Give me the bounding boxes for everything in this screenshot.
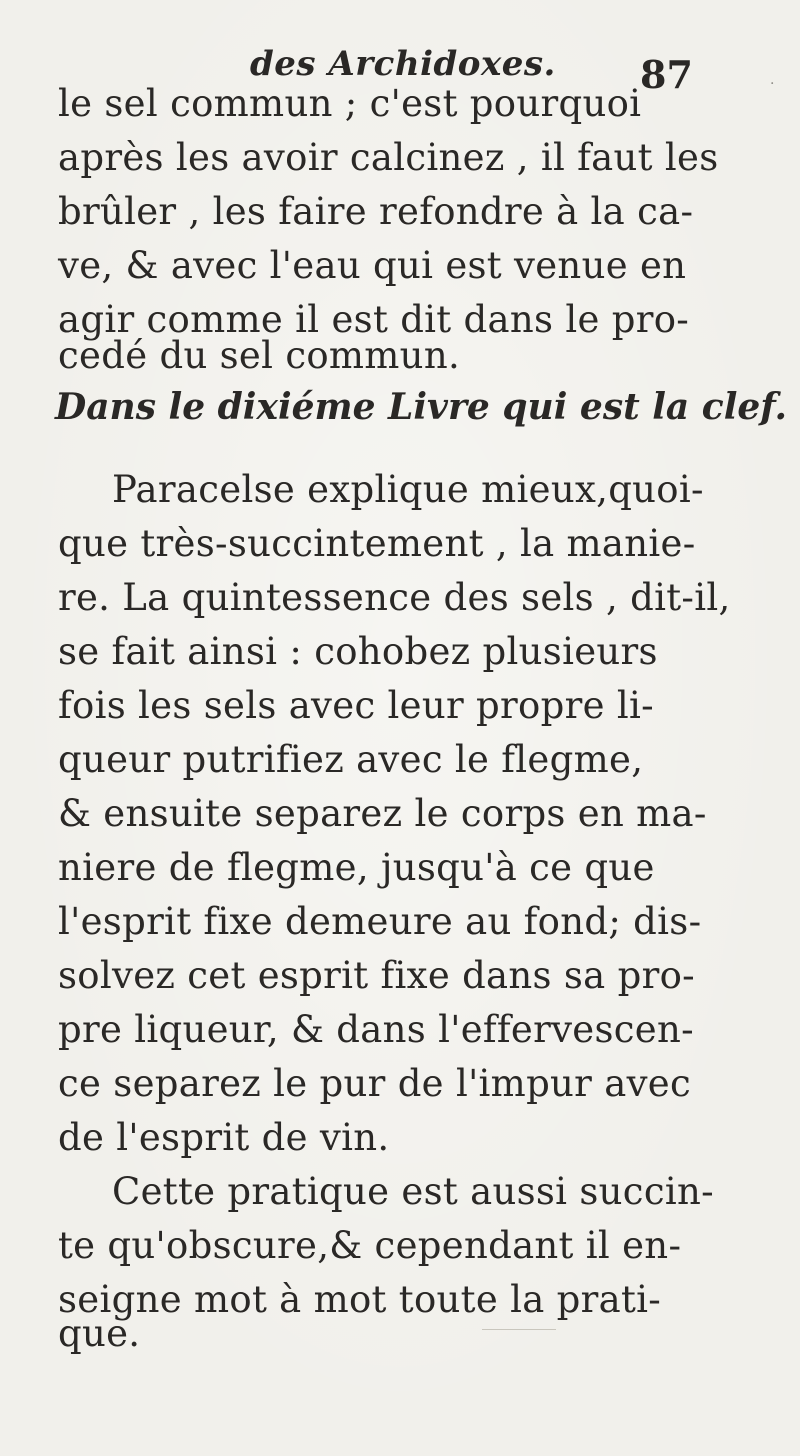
text-line: après les avoir calcinez , il faut les: [58, 136, 719, 179]
section-heading: Dans le dixiéme Livre qui est la clef.: [55, 386, 788, 428]
text-line: pre liqueur, & dans l'effervescen-: [58, 1008, 694, 1051]
text-line: Cette pratique est aussi succin-: [112, 1170, 714, 1213]
text-line: se fait ainsi : cohobez plusieurs: [58, 630, 658, 673]
text-line: l'esprit fixe demeure au fond; dis-: [58, 900, 702, 943]
text-line: que très-succintement , la manie-: [58, 522, 696, 565]
faint-rule: [482, 1329, 556, 1330]
stray-mark: ·: [770, 76, 775, 92]
text-line: brûler , les faire refondre à la ca-: [58, 190, 694, 233]
text-line: fois les sels avec leur propre li-: [58, 684, 654, 727]
text-line: ce separez le pur de l'impur avec: [58, 1062, 692, 1105]
running-title: des Archidoxes.: [250, 44, 556, 84]
text-line: ve, & avec l'eau qui est venue en: [58, 244, 687, 287]
text-line: queur putrifiez avec le flegme,: [58, 738, 644, 781]
text-line: niere de flegme, jusqu'à ce que: [58, 846, 655, 889]
text-line: Paracelse explique mieux,quoi-: [112, 468, 704, 511]
text-line: solvez cet esprit fixe dans sa pro-: [58, 954, 695, 997]
text-line: agir comme il est dit dans le pro-: [58, 298, 690, 341]
text-line: re. La quintessence des sels , dit-il,: [58, 576, 731, 619]
text-line: cedé du sel commun.: [58, 334, 461, 377]
text-line: te qu'obscure,& cependant il en-: [58, 1224, 682, 1267]
text-line: seigne mot à mot toute la prati-: [58, 1278, 662, 1321]
text-line: & ensuite separez le corps en ma-: [58, 792, 707, 835]
text-line: le sel commun ; c'est pourquoi: [58, 82, 642, 125]
text-line: que.: [58, 1312, 141, 1355]
text-line: de l'esprit de vin.: [58, 1116, 390, 1159]
page-number: 87: [640, 52, 693, 97]
